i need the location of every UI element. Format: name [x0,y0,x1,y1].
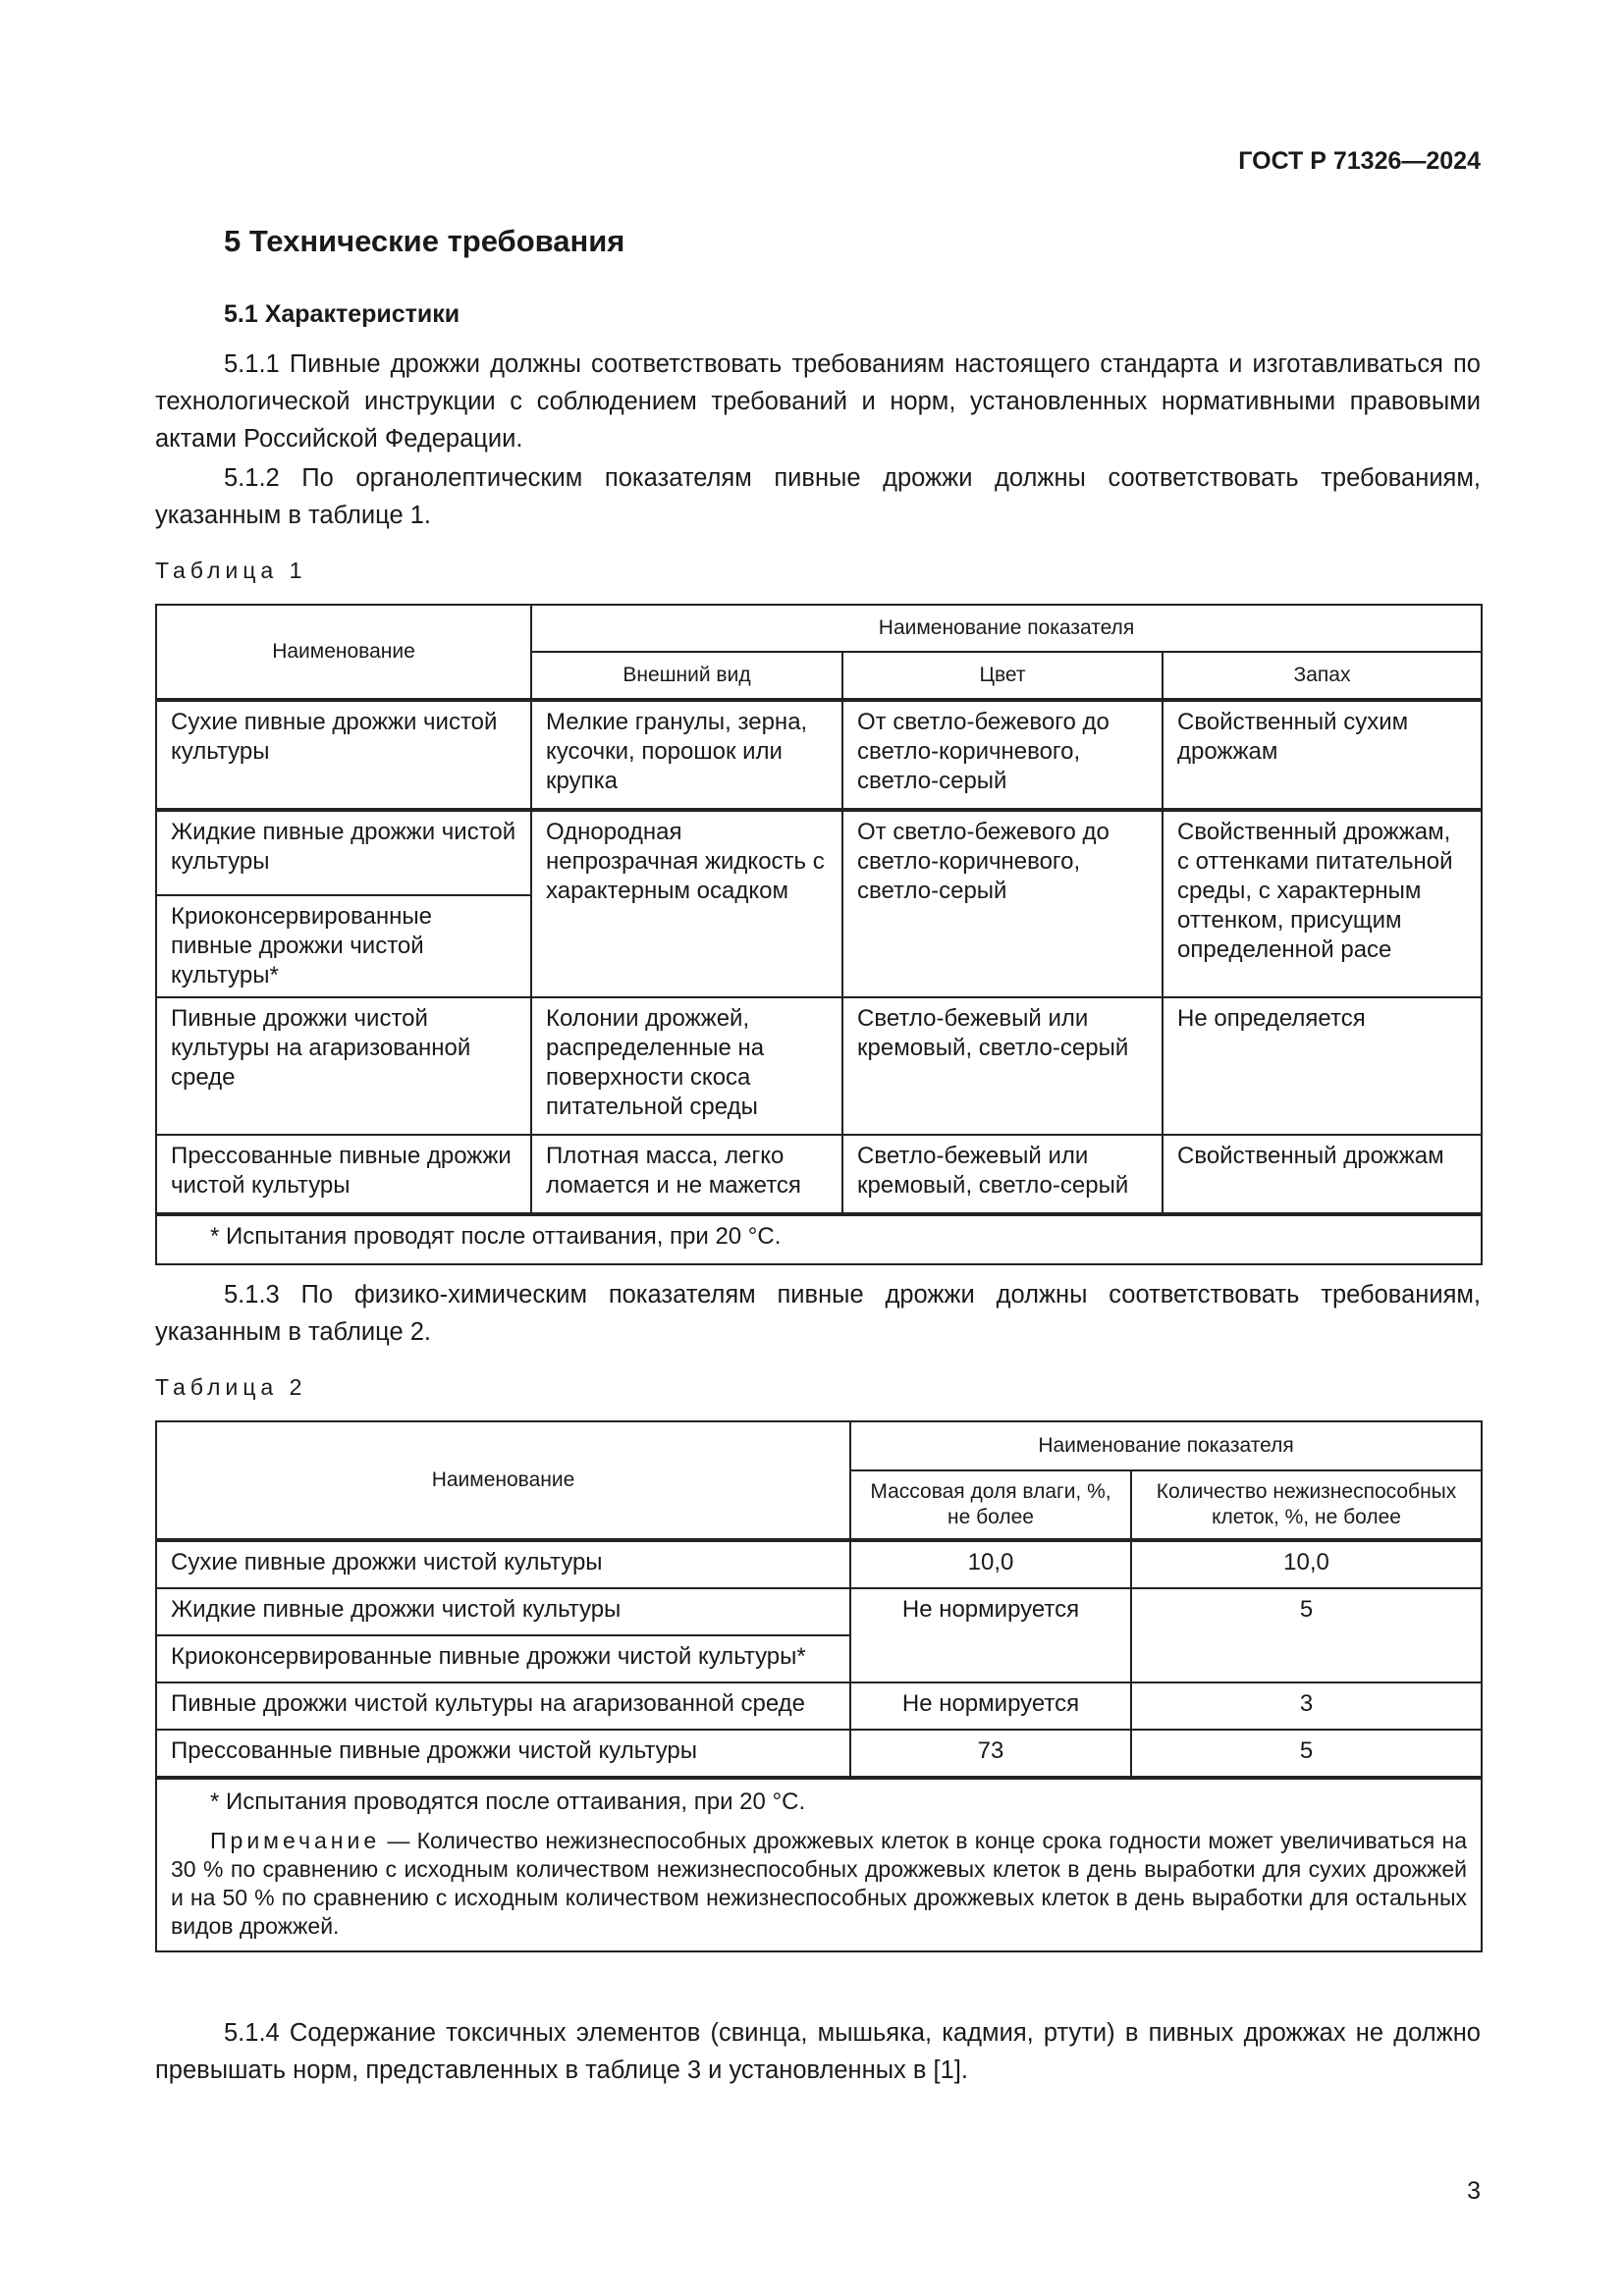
table2-footnote: * Испытания проводятся после оттаивания, при 20 °C. [210,1789,806,1815]
table-row [156,1730,1482,1778]
table1-cell-name: Жидкие пивные дрожжи чистой культуры [156,810,531,895]
table1-cell-color: Светло-бежевый или кремовый, светло-серый [842,1135,1163,1214]
table1-caption: Таблица 1 [155,558,307,583]
table2-notes [156,1778,1482,1951]
table2-cell-dead: 5 [1131,1730,1482,1778]
table2-cell-dead: 3 [1131,1682,1482,1730]
table1-cell-appearance: Плотная масса, легко ломается и не мажется [531,1135,842,1214]
table2-col-moisture: Массовая доля влаги, %, не более [850,1470,1131,1540]
document-code: ГОСТ Р 71326—2024 [1238,147,1481,175]
table1-cell-name: Прессованные пивные дрожжи чистой культуры [156,1135,531,1214]
table-row [156,1540,1482,1588]
table2-cell-name: Пивные дрожжи чистой культуры на агаризованной среде [156,1682,850,1730]
table2-cell-name: Криоконсервированные пивные дрожжи чистой культуры* [156,1635,850,1682]
table2-caption: Таблица 2 [155,1374,307,1400]
table1-footnote: * Испытания проводят после оттаивания, при 20 °C. [156,1214,1482,1264]
table-row [156,1135,1482,1214]
table1-cell-color: Светло-бежевый или кремовый, светло-серый [842,997,1163,1135]
table2-cell-dead: 10,0 [1131,1540,1482,1588]
table2-cell-name: Прессованные пивные дрожжи чистой культуры [156,1730,850,1778]
table1-col-appearance: Внешний вид [531,652,842,700]
table1-cell-smell: Свойственный дрожжам [1163,1135,1482,1214]
table-row [156,810,1482,895]
table-row [156,1682,1482,1730]
table1-col-color: Цвет [842,652,1163,700]
paragraph-5-1-1: 5.1.1 Пивные дрожжи должны соответствовать требованиям настоящего стандарта и изготавливаться по технологической инструкции с соблюдением требований и норм, установленных нормативными правовыми актами Российской Федерации. [155,350,1481,453]
table1-cell-color: От светло-бежевого до светло-коричневого, светло-серый [842,700,1163,810]
table1-cell-appearance: Колонии дрожжей, распределенные на поверхности скоса питательной среды [531,997,842,1135]
table1-header-group: Наименование показателя [531,605,1482,652]
table1-cell-smell: Свойственный сухим дрожжам [1163,700,1482,810]
page-number: 3 [1467,2177,1481,2205]
table1-cell-appearance: Мелкие гранулы, зерна, кусочки, порошок или крупка [531,700,842,810]
table1-cell-name: Криоконсервированные пивные дрожжи чистой культуры* [156,895,531,997]
section-title: 5 Технические требования [224,224,625,258]
table1-footnote-row [156,1214,1482,1264]
subsection-title: 5.1 Характеристики [224,300,460,328]
table2-cell-dead: 5 [1131,1588,1482,1682]
table1-col-smell: Запах [1163,652,1482,700]
table2-note-text: — Количество нежизнеспособных дрожжевых клеток в конце срока годности может увеличиваться на 30 % по сравнению с исходным количеством нежизнеспособных дрожжевых клеток в день выработки для сухих дрожжей и на 50 % по сравнению с исходным количеством нежизнеспособных дрожжевых клеток в день выработки для остальных видов дрожжей. [171,1828,1468,1939]
table1-header-row [156,605,1482,652]
table2-header-row [156,1421,1482,1470]
table2-cell-moisture: 10,0 [850,1540,1131,1588]
table1-cell-name: Сухие пивные дрожжи чистой культуры [156,700,531,810]
table2-cell-name: Жидкие пивные дрожжи чистой культуры [156,1588,850,1635]
paragraph-5-1-4: 5.1.4 Содержание токсичных элементов (свинца, мышьяка, кадмия, ртути) в пивных дрожжах не должно превышать норм, представленных в таблице 3 и установленных в [1]. [155,2019,1481,2084]
table1-cell-appearance: Однородная непрозрачная жидкость с характерным осадком [531,810,842,997]
table2-cell-moisture: 73 [850,1730,1131,1778]
table2-header-group: Наименование показателя [850,1421,1482,1470]
table1-cell-name: Пивные дрожжи чистой культуры на агаризованной среде [156,997,531,1135]
table2-cell-name: Сухие пивные дрожжи чистой культуры [156,1540,850,1588]
table2-cell-moisture: Не нормируется [850,1682,1131,1730]
table1-header-name: Наименование [156,605,531,700]
table-row [156,700,1482,810]
table1-cell-smell: Не определяется [1163,997,1482,1135]
table1-cell-color: От светло-бежевого до светло-коричневого, светло-серый [842,810,1163,997]
table2-cell-moisture: Не нормируется [850,1588,1131,1682]
paragraph-5-1-3: 5.1.3 По физико-химическим показателям пивные дрожжи должны соответствовать требованиям, указанным в таблице 2. [155,1281,1481,1346]
table1-cell-smell: Свойственный дрожжам, с оттенками питательной среды, с характерным оттенком, присущим определенной расе [1163,810,1482,997]
table2-header-name: Наименование [156,1421,850,1540]
table2-note [171,1827,1467,1941]
paragraph-5-1-2: 5.1.2 По органолептическим показателям пивные дрожжи должны соответствовать требованиям, указанным в таблице 1. [155,464,1481,529]
table1 [155,604,1483,1265]
table2-col-dead-cells: Количество нежизнеспособных клеток, %, не более [1131,1470,1482,1540]
table-row [156,1588,1482,1635]
table2-note-label: Примечание [210,1828,381,1853]
table2 [155,1420,1483,1952]
table-row [156,997,1482,1135]
table2-notes-row [156,1778,1482,1951]
